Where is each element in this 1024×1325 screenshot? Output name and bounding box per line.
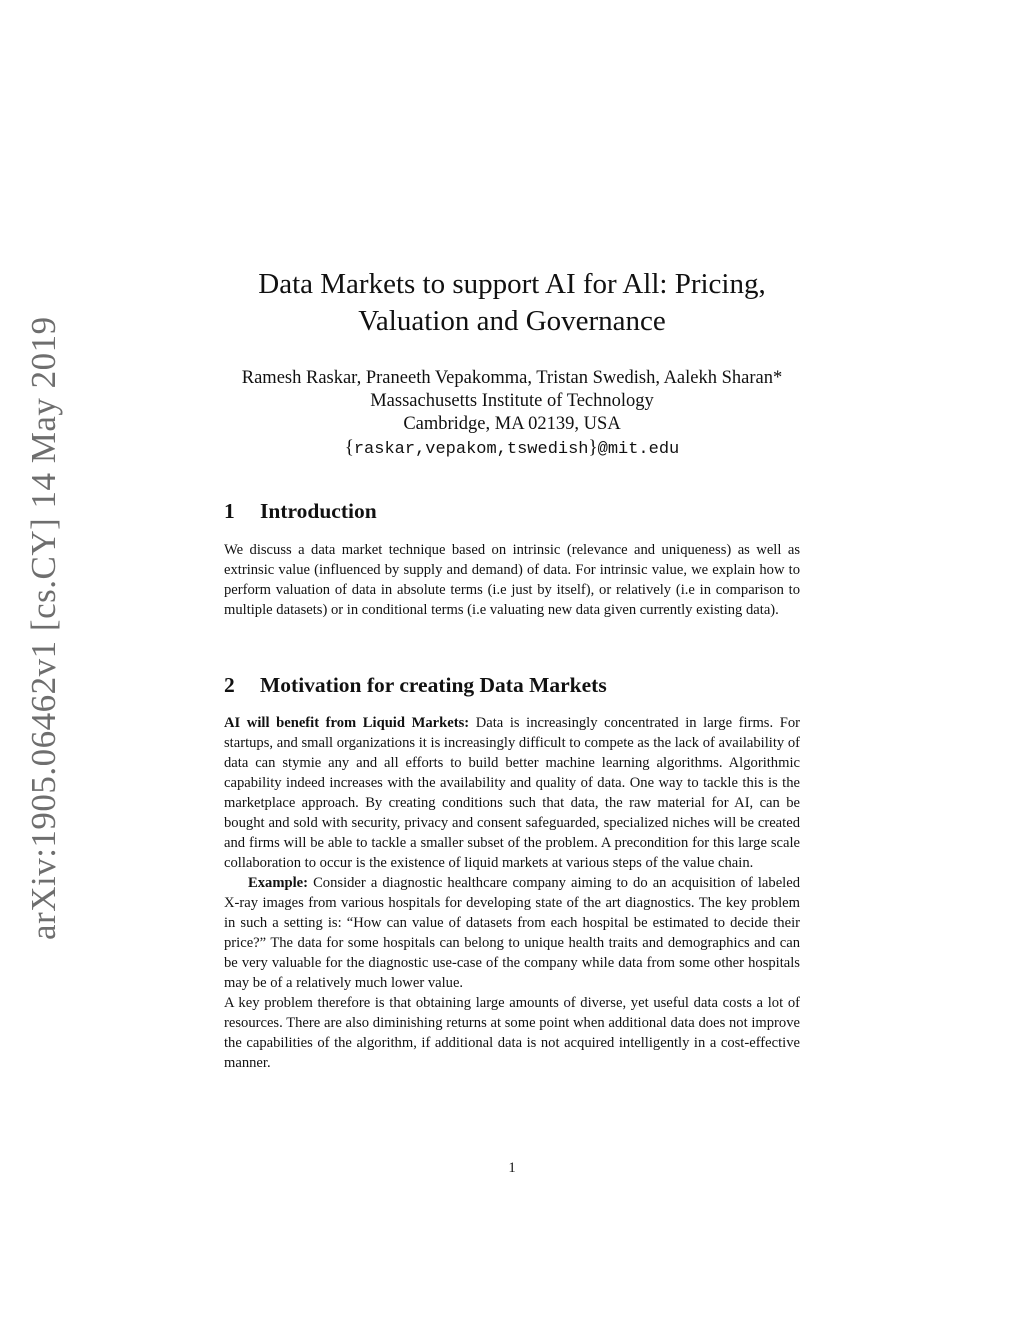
author-emails (224, 436, 800, 461)
email-usernames: raskar,vepakom,tswedish (353, 440, 589, 459)
title-line-1: Data Markets to support AI for All: Pricing, (258, 268, 766, 300)
email-domain: @mit.edu (597, 440, 680, 459)
arxiv-identifier: arXiv:1905.06462v1 [cs.CY] 14 May 2019 (24, 316, 63, 940)
section-title: Introduction (260, 499, 377, 523)
section-number: 2 (224, 673, 235, 697)
paragraph-text: Data is increasingly concentrated in large firms. For startups, and small organizations it is increasingly difficult to compete as the lack of availability of data can stymie any and all efforts to build better machine learning algorithms. Algorithmic capability indeed increases with the availability and quality of data. One way to tackle this is the marketplace approach. By creating conditions such that data, the raw material for AI, can be bought and sold with security, privacy and consent safeguarded, specialized niches will be created and firms will be able to tackle a smaller subset of the problem. A precondition for this large scale collaboration to occur is the existence of liquid markets at various steps of the value chain. (224, 715, 800, 871)
intro-paragraph: We discuss a data market technique based on intrinsic (relevance and uniqueness) as well as extrinsic value (influenced by supply and demand) of data. For intrinsic value, we explain how to perform valuation of data in absolute terms (i.e just by itself), or relatively (i.e in comparison to multiple datasets) or in conditional terms (i.e valuating new data given currently existing data). (224, 542, 800, 618)
motivation-paragraph-1 (224, 713, 800, 873)
paper-title (224, 266, 800, 340)
section-motivation (224, 671, 800, 1073)
email-brace-close: } (588, 437, 598, 458)
section-title: Motivation for creating Data Markets (260, 673, 607, 697)
author-location: Cambridge, MA 02139, USA (403, 414, 621, 434)
author-names: Ramesh Raskar, Praneeth Vepakomma, Tristan Swedish, Aalekh Sharan* (241, 368, 783, 388)
motivation-paragraph-example (224, 873, 800, 993)
section-number: 1 (224, 499, 235, 523)
section-introduction (224, 497, 800, 620)
email-brace-open: { (344, 437, 354, 458)
paragraph-lead-example: Example: (248, 875, 308, 891)
title-block (224, 266, 800, 461)
title-line-2: Valuation and Governance (358, 305, 666, 337)
author-affiliation: Massachusetts Institute of Technology (370, 391, 654, 411)
section-heading (224, 497, 800, 525)
author-block (224, 367, 800, 461)
motivation-paragraph-3: A key problem therefore is that obtaining large amounts of diverse, yet useful data costs a lot of resources. There are also diminishing returns at some point when additional data does not improve the capabilities of the algorithm, if additional data is not acquired intelligently in a cost-effective manner. (224, 995, 800, 1071)
paragraph-lead-liquid-markets: AI will benefit from Liquid Markets: (224, 715, 470, 731)
paragraph-text: Consider a diagnostic healthcare company aiming to do an acquisition of labeled X-ray images from various hospitals for developing state of the art diagnostics. The key problem in such a setting is: “How can value of datasets from each hospital be estimated to decide their price?” The data for some hospitals can belong to unique health traits and demographics and can be very valuable for the diagnostic use-case of the company while data from some other hospitals may be of a relatively much lower value. (224, 875, 800, 991)
page-number: 1 (508, 1160, 516, 1176)
section-heading (224, 671, 800, 699)
